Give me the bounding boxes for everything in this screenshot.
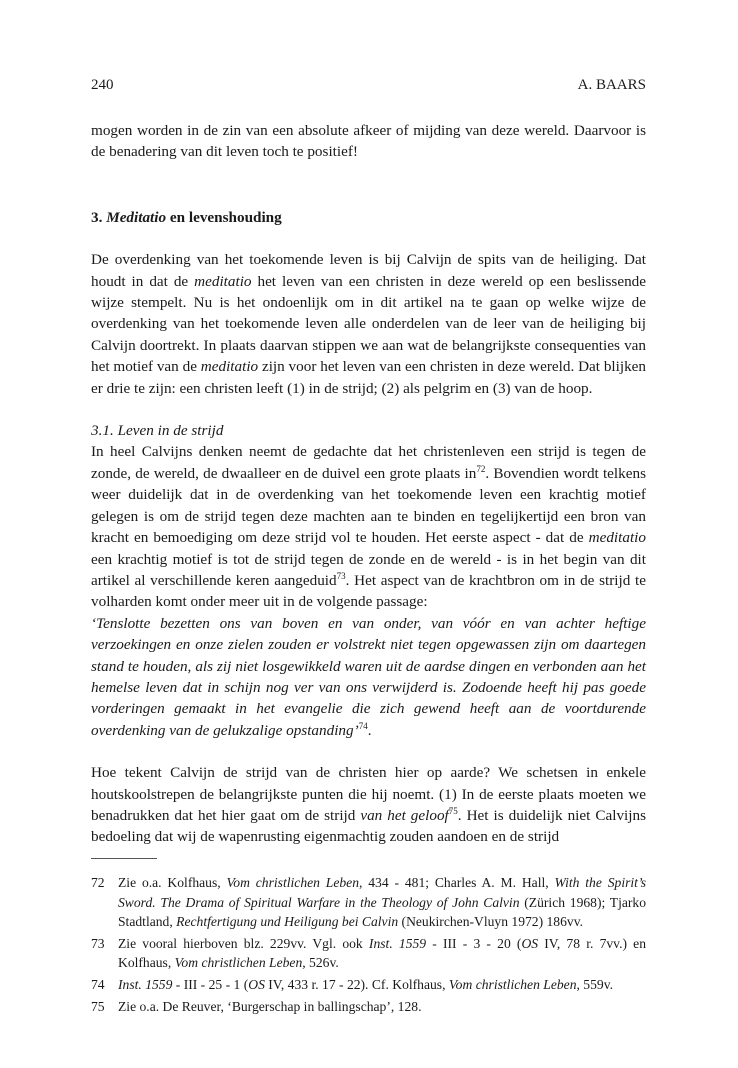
section-title-rest: en levenshouding xyxy=(169,208,282,226)
section-title-italic: Meditatio xyxy=(106,208,167,226)
footnote-text: Inst. 1559 - III - 25 - 1 (OS IV, 433 r. 17 - 22). Cf. Kolfhaus, Vom christlichen Leben, 559v. xyxy=(118,976,613,992)
footnote-text: Zie o.a. Kolfhaus, Vom christlichen Leben, 434 - 481; Charles A. M. Hall, With the Spirit’s Sword. The Drama of Spiritual Warfare in the Theology of John Calvin (Zürich 1968); Tjarko Stadtland, Rechtfertigung und Heiligung bei Calvin (Neukirchen-Vluyn 1972) 186vv. xyxy=(118,875,647,930)
section-heading xyxy=(91,207,646,228)
footnote-divider xyxy=(91,858,157,859)
footnote-text: Zie vooral hierboven blz. 229vv. Vgl. ook Inst. 1559 - III - 3 - 20 (OS IV, 78 r. 7vv.) en Kolfhaus, Vom christlichen Leben, 526v. xyxy=(118,935,647,971)
subsection-paragraph: In heel Calvijns denken neemt de gedachte dat het christenleven een strijd is tegen de zonde, de wereld, de dwaalleer en de duivel een grote plaats $in^{72}$. Bovendien wordt telkens weer duidelijk dat in de overdenking van het toekomende leven een krachtig motief gelegen is om de strijd tegen deze machten aan te binden en tegelijkertijd een bron van kracht en bemoediging om deze strijd vol te houden. Het eerste aspect - dat de meditatio een krachtig motief is tot de strijd tegen de zonde en de wereld - is in het begin van dit artikel al verschillende keren aangeduid$^{73}$. Het aspect van de krachtbron om in de strijd te volharden komt onder meer uit in de volgende passage: xyxy=(91,443,646,611)
author-name: A. BAARS xyxy=(577,77,646,93)
footnote-75 xyxy=(91,997,646,1017)
footnote-ref-73[interactable]: 73 xyxy=(336,570,346,581)
running-head xyxy=(91,77,646,94)
intro-paragraph: mogen worden in de zin van een absolute afkeer of mijding van deze wereld. Daarvoor is de benadering van dit leven toch te positief! xyxy=(91,122,646,161)
body-text xyxy=(91,120,646,848)
footnote-72 xyxy=(91,873,646,932)
footnote-73 xyxy=(91,934,646,973)
footnote-number: 75 xyxy=(91,998,105,1014)
page-number: 240 xyxy=(91,77,114,93)
continuation-paragraph: Hoe tekent Calvijn de strijd van de christen hier op aarde? We schetsen in enkele houtskoolstrepen de belangrijkste punten die hij noemt. (1) In de eerste plaats moeten we benadrukken dat het hier gaat om de strijd van het geloof$^{75}$. Het is duidelijk niet Calvijns bedoeling dat wij de wapenrusting eigenmachtig zouden aandoen en de strijd xyxy=(91,764,646,846)
footnote-number: 72 xyxy=(91,875,105,890)
block-quote: ‘Tenslotte bezetten ons van boven en van onder, van vóór en van achter heftige verzoekingen en onze zielen zouden er volstrekt niet tegen opgewassen zijn om daartegen stand te houden, als zij niet losgewikkeld waren uit de aardse dingen en verbonden aan het hemelse leven dat in schijn nog ver van ons verwijderd is. Zodoende heeft hij pas goede vorderingen gemaakt in het evangelie die zich gewend heeft aan de voortdurende overdenking van de gelukzalige opstanding’$^{74}$. xyxy=(91,614,646,739)
footnote-number: 73 xyxy=(91,935,105,951)
footnote-ref-75[interactable]: 75 xyxy=(448,805,458,816)
footnote-ref-74[interactable]: 74 xyxy=(358,720,368,731)
footnote-ref-72[interactable]: 72 xyxy=(476,463,486,474)
footnotes xyxy=(91,873,646,1018)
section-paragraph: De overdenking van het toekomende leven is bij Calvijn de spits van de heiliging. Dat houdt in dat de meditatio het leven van een christen in deze wereld op een beslissende wijze stempelt. Nu is het ondoenlijk om in dit artikel na te gaan op welke wijze de overdenking van het toekomende leven alle onderdelen van de leer van de heiliging bij Calvijn doortrekt. In plaats daarvan stippen we aan wat de belangrijkste consequenties van het motief van de meditatio zijn voor het leven van een christen in deze wereld. Dat blijken er drie te zijn: een christen leeft (1) in de strijd; (2) als pelgrim en (3) van de hoop. xyxy=(91,251,647,397)
footnote-74 xyxy=(91,975,646,995)
footnote-text: Zie o.a. De Reuver, ‘Burgerschap in ballingschap’, 128. xyxy=(118,998,422,1014)
section-number: 3. xyxy=(91,208,103,226)
subsection-heading: 3.1. Leven in de strijd xyxy=(91,422,224,440)
footnote-number: 74 xyxy=(91,976,105,992)
